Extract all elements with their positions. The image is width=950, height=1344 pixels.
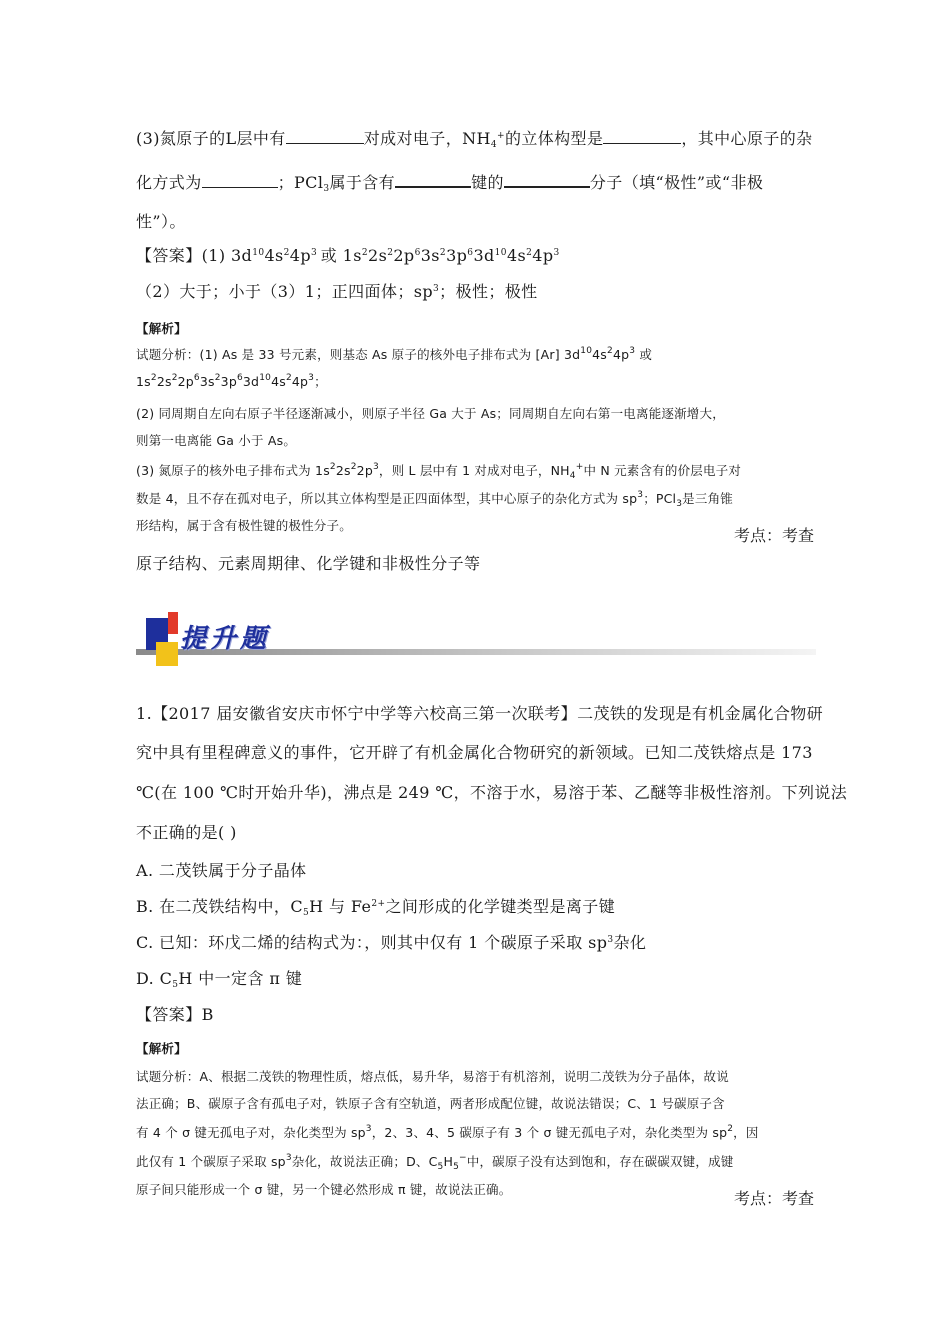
kaodian-label-2: 考点：考查 <box>733 1189 814 1208</box>
analysis1-line-4: 则第一电离能 Ga 小于 As。 <box>136 433 297 448</box>
answer-blank <box>603 127 681 144</box>
q3-text: 键的 <box>471 173 504 192</box>
q3-text: 的立体构型是 <box>504 129 604 148</box>
q1-line-4: 不正确的是( ) <box>136 823 237 842</box>
analysis2-text: ，2、3、4、5 碳原子有 3 个 σ 键无孤电子对，杂化类型为 sp <box>371 1125 728 1140</box>
banner-title: 提升题 <box>180 624 271 654</box>
analysis1-line-6: 数是 4，且不存在孤对电子，所以其立体构型是正四面体型，其中心原子的杂化方式为 $sp^3$；PCl$_3$是三角锥 <box>136 490 733 509</box>
analysis2-heading: 【解析】 <box>136 1041 187 1056</box>
q1-text: 之间形成的化学键类型是离子键 <box>385 897 616 916</box>
analysis1-text: ；PCl <box>643 491 677 506</box>
q1-text: 杂化 <box>613 933 647 952</box>
analysis1-text: ； <box>314 374 327 389</box>
q3-text: 属于含有 <box>329 173 396 192</box>
analysis1-text: 是三角锥 <box>682 491 733 506</box>
analysis1-line-2: $1s^22s^22p^63s^23p^63d^{10}4s^24p^3$； <box>136 373 327 389</box>
q3-line-3: 性”）。 <box>136 212 186 231</box>
kaodian-label: 考点：考查 <box>733 526 814 545</box>
answer1-line-2: （2）大于；小于（3）1；正四面体；$sp^3$；极性；极性 <box>136 282 538 301</box>
q3-text: ；PCl <box>277 173 324 192</box>
q1-option-d: D. $C_5H$ 中一定含 π 键 <box>136 969 303 990</box>
answer-blank <box>202 171 278 188</box>
analysis2-line-5: 原子间只能形成一个 σ 键，另一个键必然形成 π 键，故说法正确。 <box>136 1182 512 1197</box>
answer-blank <box>504 170 590 188</box>
analysis1-text: (3) 氮原子的核外电子排布式为 1s <box>136 463 330 478</box>
answer1-text: 或 1s <box>320 246 362 265</box>
analysis1-text: 中 N 元素含有的价层电子对 <box>583 463 742 478</box>
q1-option-a: A. 二茂铁属于分子晶体 <box>136 861 307 880</box>
q3-text: 化方式为 <box>136 173 202 192</box>
analysis1-line-1: 试题分析：(1) As 是 33 号元素，则基态 As 原子的核外电子排布式为 [Ar] $3d^{10}4s^24p^3$ 或 <box>136 346 653 362</box>
q1-line-3: ℃(在 100 ℃时开始升华)，沸点是 249 ℃，不溶于水，易溶于苯、乙醚等非极性溶剂。下列说法 <box>136 783 848 802</box>
q1-text: B. 在二茂铁结构中，C <box>136 897 303 916</box>
banner-red-square <box>168 612 178 634</box>
q1-line-1: 1.【2017 届安徽省安庆市怀宁中学等六校高三第一次联考】二茂铁的发现是有机金属化合物研 <box>136 704 824 723</box>
answer-blank <box>286 127 364 144</box>
q1-option-b: B. 在二茂铁结构中，$C_5H$ 与 $Fe^{2+}$之间形成的化学键类型是离子键 <box>136 897 616 918</box>
q1-option-c: C. 已知：环戊二烯的结构式为：，则其中仅有 1 个碳原子采取 $sp^3$杂化 <box>136 933 647 952</box>
q1-text: H 中一定含 π 键 <box>178 969 303 988</box>
analysis1-text: 试题分析：(1) As 是 33 号元素，则基态 As 原子的核外电子排布式为 [Ar] 3d <box>136 347 581 362</box>
analysis2-text: 杂化，故说法正确；D、C <box>291 1154 438 1169</box>
analysis2-text: 中，碳原子没有达到饱和，存在碳碳双键，成键 <box>466 1154 734 1169</box>
answer1-text: （2）大于；小于（3）1；正四面体；sp <box>136 282 433 301</box>
answer-blank <box>395 170 471 188</box>
analysis1-line-5: (3) 氮原子的核外电子排布式为 $1s^22s^22p^3$，则 L 层中有 1 对成对电子，$NH_4^+$中 N 元素含有的价层电子对 <box>136 462 742 481</box>
analysis2-text: 此仅有 1 个碳原子采取 sp <box>136 1154 286 1169</box>
analysis1-text: 或 <box>639 347 653 362</box>
q3-text: ，其中心原子的杂 <box>681 129 813 148</box>
q1-text: C. 已知：环戊二烯的结构式为：，则其中仅有 1 个碳原子采取 sp <box>136 933 608 952</box>
analysis1-line-8: 原子结构、元素周期律、化学键和非极性分子等 <box>136 554 481 573</box>
answer1-text: 【答案】(1) 3d <box>136 246 253 265</box>
q1-line-2: 究中具有里程碑意义的事件，它开辟了有机金属化合物研究的新领域。已知二茂铁熔点是 173 <box>136 743 813 762</box>
answer1-line-1: 【答案】(1) $3d^{10}4s^24p^3$ 或 $1s^22s^22p^63s^23p^63d^{10}4s^24p^3$ <box>136 246 560 265</box>
q3-text: 对成对电子，NH <box>363 129 491 148</box>
analysis1-heading: 【解析】 <box>136 321 187 336</box>
section-banner <box>136 612 816 672</box>
answer1-text: ；极性；极性 <box>439 282 538 301</box>
analysis2-line-2: 法正确；B、碳原子含有孤电子对，铁原子含有空轨道，两者形成配位键，故说法错误；C、1 号碳原子含 <box>136 1096 725 1111</box>
q3-text: (3)氮原子的L层中有 <box>136 129 286 148</box>
q1-text: H 与 Fe <box>309 897 372 916</box>
q1-text: D. C <box>136 969 173 988</box>
q3-line-2: 化方式为 ；PCl$_3$属于含有 键的 分子（填“极性”或“非极 <box>136 170 816 194</box>
analysis2-text: H <box>443 1154 454 1169</box>
analysis2-line-1: 试题分析：A、根据二茂铁的物理性质，熔点低，易升华，易溶于有机溶剂，说明二茂铁为分子晶体，故说 <box>136 1069 729 1084</box>
analysis2-text: 有 4 个 σ 键无孤电子对，杂化类型为 sp <box>136 1125 366 1140</box>
analysis1-text: 数是 4，且不存在孤对电子，所以其立体构型是正四面体型，其中心原子的杂化方式为 sp <box>136 491 638 506</box>
analysis1-text: ，则 L 层中有 1 对成对电子，NH <box>378 463 570 478</box>
analysis2-text: ，因 <box>733 1125 759 1140</box>
q3-line-1: (3)氮原子的L层中有 对成对电子，$NH_4^+$的立体构型是 ，其中心原子的杂 <box>136 129 813 150</box>
analysis2-line-3: 有 4 个 σ 键无孤电子对，杂化类型为 $sp^3$，2、3、4、5 碳原子有 3 个 σ 键无孤电子对，杂化类型为 $sp^2$，因 <box>136 1124 759 1140</box>
q1-answer: 【答案】B <box>136 1005 214 1024</box>
analysis2-line-4: 此仅有 1 个碳原子采取 $sp^3$杂化，故说法正确；D、$C_5H_5^-$中，碳原子没有达到饱和，存在碳碳双键，成键 <box>136 1153 734 1172</box>
q3-text: 分子（填“极性”或“非极 <box>589 173 764 192</box>
analysis1-line-7: 形结构，属于含有极性键的极性分子。 <box>136 518 352 533</box>
analysis1-line-3: (2) 同周期自左向右原子半径逐渐减小，则原子半径 Ga 大于 As；同周期自左向右第一电离能逐渐增大， <box>136 406 725 421</box>
banner-yellow-square <box>156 642 178 666</box>
